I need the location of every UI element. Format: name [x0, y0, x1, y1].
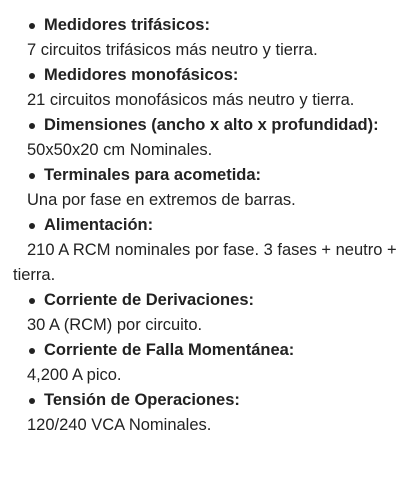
spec-title-text: Tensión de Operaciones:: [44, 391, 240, 409]
spec-title: [0, 13, 401, 38]
spec-title-text: Alimentación:: [44, 216, 154, 234]
spec-item-single-phase-meters: [0, 63, 401, 113]
spec-list: [0, 13, 401, 438]
spec-description: 4,200 A pico.: [27, 366, 122, 384]
spec-description: 21 circuitos monofásicos más neutro y tierra.: [27, 91, 355, 109]
spec-title: [0, 338, 401, 363]
spec-description: 50x50x20 cm Nominales.: [27, 141, 213, 159]
spec-title-text: Corriente de Derivaciones:: [44, 291, 254, 309]
spec-item-dimensions: [0, 113, 401, 163]
spec-title: [0, 388, 401, 413]
spec-description: 210 A RCM nominales por fase. 3 fases + neutro + tierra.: [13, 241, 397, 284]
spec-title-text: Corriente de Falla Momentánea:: [44, 341, 295, 359]
bullet-icon: [29, 223, 35, 229]
bullet-icon: [29, 23, 35, 29]
spec-title-text: Medidores trifásicos:: [44, 16, 210, 34]
spec-item-service-terminals: [0, 163, 401, 213]
spec-item-fault-current: [0, 338, 401, 388]
spec-title-text: Terminales para acometida:: [44, 166, 262, 184]
spec-title-text: Dimensiones (ancho x alto x profundidad):: [44, 116, 379, 134]
spec-title-text: Medidores monofásicos:: [44, 66, 239, 84]
bullet-icon: [29, 398, 35, 404]
spec-item-three-phase-meters: [0, 13, 401, 63]
spec-description: Una por fase en extremos de barras.: [27, 191, 296, 209]
spec-description: 7 circuitos trifásicos más neutro y tierra.: [27, 41, 318, 59]
spec-title: [0, 288, 401, 313]
spec-title: [0, 113, 401, 138]
spec-title: [0, 213, 401, 238]
bullet-icon: [29, 173, 35, 179]
bullet-icon: [29, 298, 35, 304]
spec-title: [0, 163, 401, 188]
spec-description: 120/240 VCA Nominales.: [27, 416, 212, 434]
bullet-icon: [29, 123, 35, 129]
spec-item-branch-current: [0, 288, 401, 338]
spec-item-power-supply: [0, 213, 401, 288]
spec-title: [0, 63, 401, 88]
spec-item-operating-voltage: [0, 388, 401, 438]
bullet-icon: [29, 73, 35, 79]
spec-description: 30 A (RCM) por circuito.: [27, 316, 203, 334]
bullet-icon: [29, 348, 35, 354]
